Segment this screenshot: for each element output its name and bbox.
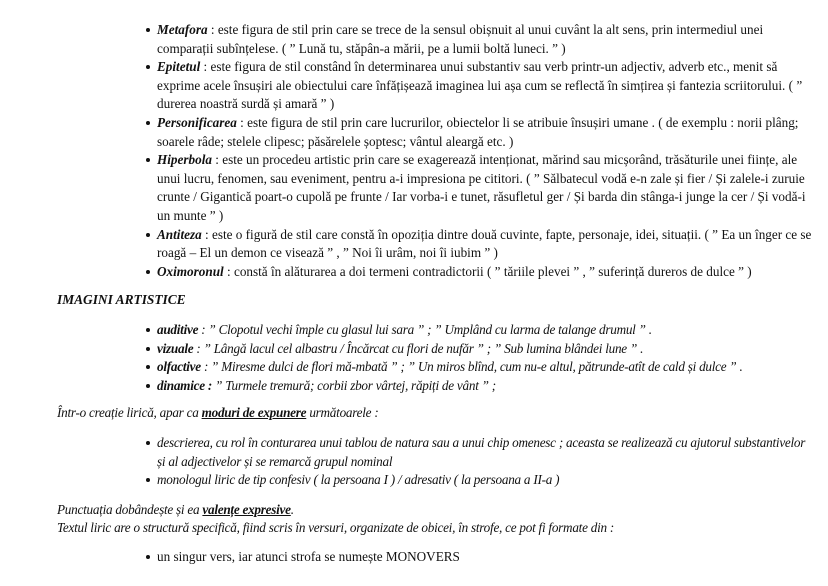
- list-item: [147, 263, 815, 282]
- list-item: [147, 377, 822, 396]
- definition: : este o figură de stil care constă în opoziția dintre două cuvinte, fapte, personaje, idei, situații. ( ” Ea un înger ce se roagă – El un demon ce visează ” , ” Noi îi urâm, noi îi iubim ” ): [157, 226, 812, 261]
- section-heading: IMAGINI ARTISTICE: [57, 292, 186, 307]
- strophes-list: [147, 548, 815, 567]
- emphasis: moduri de expunere: [201, 405, 307, 420]
- term: auditive: [157, 322, 199, 337]
- list-item: monologul liric de tip confesiv ( la persoana I ) / adresativ ( la persoana a II-a ): [147, 471, 815, 490]
- list-item: [147, 358, 822, 377]
- figures-list: [147, 21, 815, 281]
- list-item: [147, 226, 815, 263]
- term: Antiteza: [157, 226, 202, 242]
- term: Oximoronul: [157, 263, 224, 279]
- term: vizuale: [157, 340, 194, 356]
- example: ” Turmele tremură; corbii zbor vârtej, răpiți de vânt ” ;: [212, 377, 496, 393]
- term: Hiperbola: [157, 152, 212, 168]
- list-item: [147, 151, 815, 225]
- list-item: un singur vers, iar atunci strofa se numește MONOVERS: [147, 548, 815, 567]
- list-item: descrierea, cu rol în conturarea unui tablou de natura sau a unui chip omenesc ; aceasta se realizează cu ajutorul substantivelor și al adjectivelor și se remarcă grupul nominal: [147, 434, 815, 471]
- modes-list: [147, 434, 815, 490]
- definition: : este un procedeu artistic prin care se exagerează intenționat, mărind sau micșorând, trăsăturile unei ființe, ale unui lucru, fenomen, sau eveniment, pentru a-i impresiona pe cititori. ( ” Sălbatecul vodă e-n zale și fier / Și zalele-i zuruie crunte / Gigantică poart-o cupolă pe frunte / Iar vorba-i e tunet, răsufletul ger / Și barda din stânga-i junge la cer / Și vodă-i un munte ” ): [157, 152, 806, 223]
- example: : ” Miresme dulci de flori mă-mbată ” ; ” Un miros blînd, cum nu-e altul, pătrunde-atît de cald și dulce ” .: [200, 359, 743, 375]
- text: Punctuația dobândește și ea: [57, 502, 203, 517]
- definition: : constă în alăturarea a doi termeni contradictorii ( ” tăriile plevei ” , ” suferință dureros de dulce ” ): [223, 263, 752, 279]
- text: Într-o creație lirică, apar ca: [57, 405, 202, 420]
- definition: : este figura de stil prin care lucrurilor, obiectelor li se atribuie însușiri umane . ( de exemplu : norii plâng; soarele râde; stelele clipesc; păsărelele șoptesc; vântul aleargă etc. ): [157, 114, 799, 149]
- emphasis: valențe expresive: [202, 502, 291, 517]
- text: .: [290, 502, 294, 517]
- term: Epitetul: [157, 59, 201, 75]
- example: : ” Clopotul vechi împle cu glasul lui sara ” ; ” Umplând cu larma de talange drumul ” .: [198, 322, 652, 337]
- images-list: [147, 321, 822, 395]
- list-item: [147, 21, 815, 58]
- definition: : este figura de stil constând în determinarea unui substantiv sau verb printr-un adjectiv, adverb etc., menit să exprime acele însușiri ale obiectului care înfățișează imaginea lui așa cum se reflectă în simțirea și fantezia scriitorului. ( ” durerea noastră surdă și amară ” ): [157, 59, 803, 112]
- structure-intro: Textul liric are o structură specifică, fiind scris în versuri, organizate de obicei, în strofe, ce pot fi formate din :: [57, 520, 615, 535]
- term: Personificarea: [157, 114, 237, 130]
- term: dinamice :: [157, 377, 213, 393]
- example: : ” Lângă lacul cel albastru / Încărcat cu flori de nufăr ” ; ” Sub lumina blândei lune ” .: [193, 340, 644, 356]
- modes-intro: [57, 404, 378, 423]
- definition: : este figura de stil prin care se trece de la sensul obișnuit al unui cuvânt la alt sens, prin intermediul unei comparații subînțelese. ( ” Lună tu, stăpân-a mării, pe a lumii boltă luneci. ” ): [157, 22, 764, 56]
- term: olfactive: [157, 359, 201, 375]
- list-item: [147, 321, 822, 340]
- list-item: [147, 114, 815, 151]
- text: următoarele :: [306, 405, 379, 420]
- list-item: [147, 58, 815, 114]
- term: Metafora: [157, 22, 208, 37]
- list-item: [147, 340, 822, 359]
- punctuation-note: [57, 501, 294, 520]
